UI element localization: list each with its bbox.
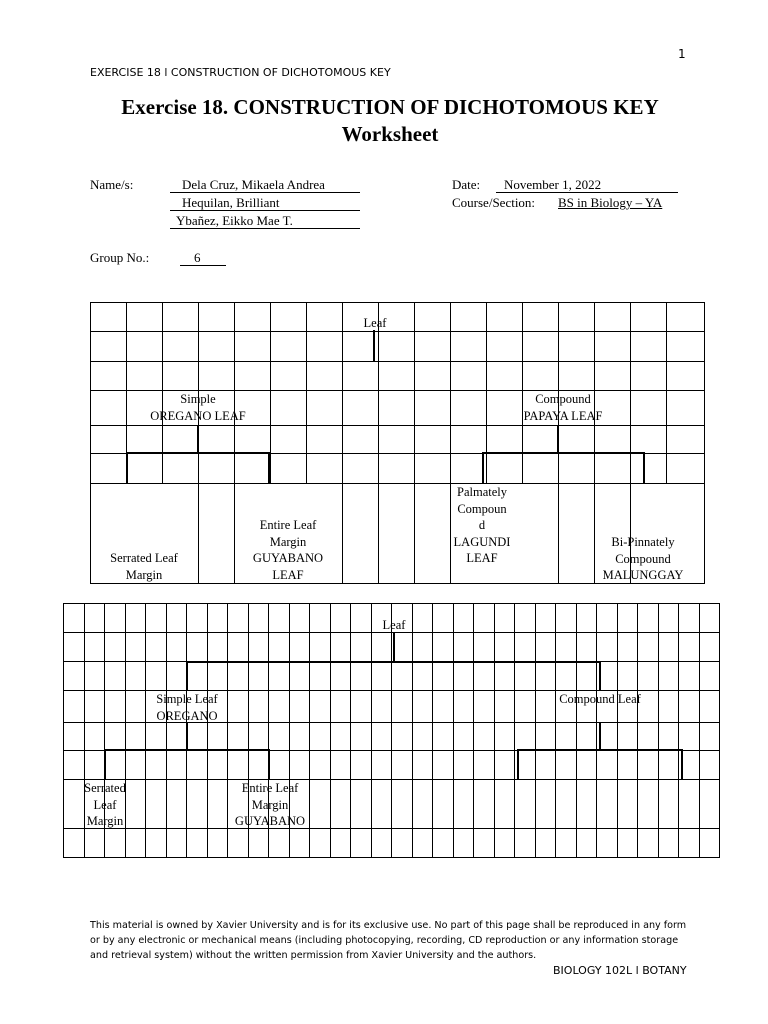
- key1-serrated-line-1: Serrated Leaf: [110, 551, 178, 565]
- key2-serrated-line-3: Margin: [86, 814, 124, 828]
- key1-entire-line-2: Margin: [269, 534, 307, 549]
- running-header: EXERCISE 18 l CONSTRUCTION OF DICHOTOMOUS KEY: [90, 66, 391, 79]
- key2-connector-simple-left: [104, 749, 106, 779]
- group-label: Group No.:: [90, 250, 150, 265]
- names-label: Name/s:: [90, 177, 134, 192]
- key1-palmately-line-4: LAGUNDI: [453, 534, 511, 549]
- connector-leaf-down: [373, 330, 375, 361]
- key1-simple-label: [128, 391, 268, 424]
- key2-simple-line-1: Simple Leaf: [156, 692, 218, 706]
- key2-entire-line-1: Entire Leaf: [241, 781, 299, 795]
- key2-connector-compound-left: [517, 749, 519, 779]
- key2-serrated-line-2: Leaf: [93, 797, 117, 812]
- key2-simple-label: [132, 691, 242, 724]
- key2-root-label: Leaf: [382, 618, 406, 632]
- title-line-2: Worksheet: [341, 122, 439, 146]
- course-field: BS in Biology – YA: [558, 195, 663, 210]
- key1-palmately-line-3: d: [478, 518, 486, 532]
- key1-entire-label: [236, 517, 340, 583]
- connector-simple-down: [197, 425, 199, 453]
- key1-bipinnately-line-1: Bi-Pinnately: [611, 535, 675, 549]
- key1-compound-text: Compound: [535, 392, 591, 406]
- key1-serrated-label: [92, 550, 196, 583]
- key2-connector-simple-right: [268, 749, 270, 779]
- key2-connector-simple-down: [186, 722, 188, 750]
- connector-compound-down: [557, 425, 559, 453]
- dichotomous-key-grid-2: [63, 603, 720, 858]
- key2-serrated-line-1: Serrated: [84, 781, 126, 795]
- course-footer: BIOLOGY 102L l BOTANY: [553, 964, 687, 977]
- page-title: [40, 94, 740, 148]
- key1-compound-example: PAPAYA LEAF: [523, 408, 603, 423]
- key2-connector-compound-branch: [517, 749, 683, 751]
- copyright-notice: This material is owned by Xavier University and is for its exclusive use. No part of this page shall be reproduced in any form or by any electronic or mechanical means (including photocopying, recording, CD reproduction or any information storage and retrieval system) without the written permission from Xavier University and the authors.: [90, 920, 687, 961]
- group-field: 6: [180, 250, 226, 266]
- key2-entire-label: [224, 780, 316, 830]
- key2-entire-line-3: GUYABANO: [234, 814, 306, 828]
- date-label: Date:: [452, 177, 481, 192]
- key1-bipinnately-line-3: MALUNGGAY: [602, 568, 684, 582]
- key2-connector-compound-down: [599, 722, 601, 750]
- key2-connector-root-left: [186, 661, 188, 690]
- key2-connector-simple-branch: [104, 749, 270, 751]
- connector-simple-branch: [126, 452, 270, 454]
- key2-connector-root-right: [599, 661, 601, 690]
- title-line-1: Exercise 18. CONSTRUCTION OF DICHOTOMOUS KEY: [121, 95, 659, 119]
- key2-connector-root-down: [393, 632, 395, 662]
- key1-serrated-line-2: Margin: [125, 567, 163, 582]
- key1-palmately-label: [446, 484, 518, 567]
- key1-entire-line-1: Entire Leaf: [259, 518, 317, 532]
- key2-connector-compound-right: [681, 749, 683, 779]
- name-field-3: Ybañez, Eikko Mae T.: [170, 213, 360, 229]
- connector-compound-branch: [482, 452, 645, 454]
- key1-simple-example: OREGANO LEAF: [150, 408, 246, 423]
- key2-compound-label: Compound Leaf: [559, 692, 641, 706]
- key1-palmately-line-5: LEAF: [466, 551, 498, 565]
- key1-simple-text: Simple: [180, 392, 216, 406]
- key2-entire-line-2: Margin: [251, 797, 289, 812]
- connector-simple-left: [126, 452, 128, 483]
- connector-simple-right: [268, 452, 270, 483]
- key1-root-label: Leaf: [363, 316, 387, 330]
- key2-connector-root-branch: [186, 661, 601, 663]
- name-field-1: Dela Cruz, Mikaela Andrea: [170, 177, 360, 193]
- key1-entire-line-4: LEAF: [272, 567, 304, 582]
- key1-bipinnately-line-2: Compound: [615, 551, 671, 566]
- course-label: Course/Section:: [452, 195, 536, 210]
- key1-bipinnately-label: [598, 534, 688, 584]
- key1-palmately-line-1: Palmately: [457, 485, 507, 499]
- key1-compound-label: [493, 391, 633, 424]
- connector-compound-left: [482, 452, 484, 483]
- key2-serrated-label: [70, 780, 140, 830]
- date-field: November 1, 2022: [496, 177, 678, 193]
- page-number: 1: [678, 47, 686, 61]
- key2-simple-line-2: OREGANO: [156, 708, 218, 723]
- connector-compound-right: [643, 452, 645, 483]
- key1-palmately-line-2: Compoun: [457, 501, 507, 516]
- key1-entire-line-3: GUYABANO: [252, 551, 324, 565]
- name-field-2: Hequilan, Brilliant: [170, 195, 360, 211]
